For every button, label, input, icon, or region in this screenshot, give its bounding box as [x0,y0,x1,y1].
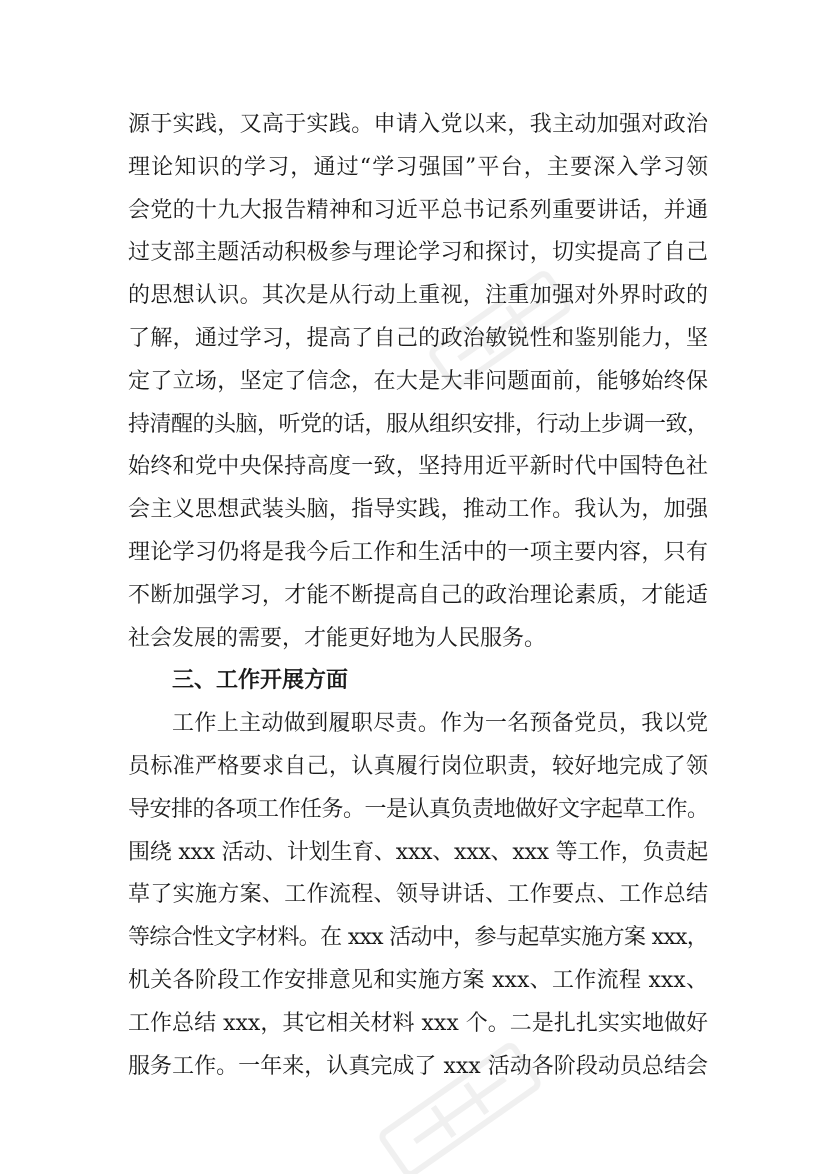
text-line: 理论知识的学习，通过“学习强国”平台，主要深入学习领 [128,154,708,180]
text-line: 员标准严格要求自己，认真履行岗位职责，较好地完成了领 [128,753,708,779]
text-line: 了解，通过学习，提高了自己的政治敏锐性和鉴别能力，坚 [128,325,708,351]
text-line: 等综合性文字材料。在 xxx 活动中，参与起草实施方案 xxx， [128,925,708,951]
text-line: 始终和党中央保持高度一致，坚持用近平新时代中国特色社 [128,454,708,480]
text-line: 社会发展的需要，才能更好地为人民服务。 [128,625,547,651]
text-line: 围绕 xxx 活动、计划生育、xxx、xxx、xxx 等工作，负责起 [128,839,708,865]
text-line: 源于实践，又高于实践。申请入党以来，我主动加强对政治 [128,112,708,137]
text-line: 工作上主动做到履职尽责。作为一名预备党员，我以党 [172,711,708,737]
text-line: 机关各阶段工作安排意见和实施方案 xxx、工作流程 xxx、 [128,967,708,993]
text-line: 导安排的各项工作任务。一是认真负责地做好文字起草工作。 [128,796,709,822]
text-line: 持清醒的头脑，听党的话，服从组织安排，行动上步调一致， [128,411,709,437]
text-line: 草了实施方案、工作流程、领导讲话、工作要点、工作总结 [128,882,708,908]
text-line: 理论学习仍将是我今后工作和生活中的一项主要内容，只有 [128,539,708,565]
body-text [128,104,708,1088]
text-line: 服务工作。一年来，认真完成了 xxx 活动各阶段动员总结会 [128,1053,708,1079]
text-line: 不断加强学习，才能不断提高自己的政治理论素质，才能适 [128,582,708,608]
text-line: 会主义思想武装头脑，指导实践，推动工作。我认为，加强 [128,497,708,523]
text-line: 会党的十九大报告精神和习近平总书记系列重要讲话，并通 [128,197,708,223]
text-line: 的思想认识。其次是从行动上重视，注重加强对外界时政的 [128,283,708,309]
section-heading: 三、工作开展方面 [172,668,349,694]
text-line: 定了立场，坚定了信念，在大是大非问题面前，能够始终保 [128,368,708,394]
text-line: 过支部主题活动积极参与理论学习和探讨，切实提高了自己 [128,240,708,266]
text-line: 工作总结 xxx，其它相关材料 xxx 个。二是扎扎实实地做好 [128,1010,708,1036]
